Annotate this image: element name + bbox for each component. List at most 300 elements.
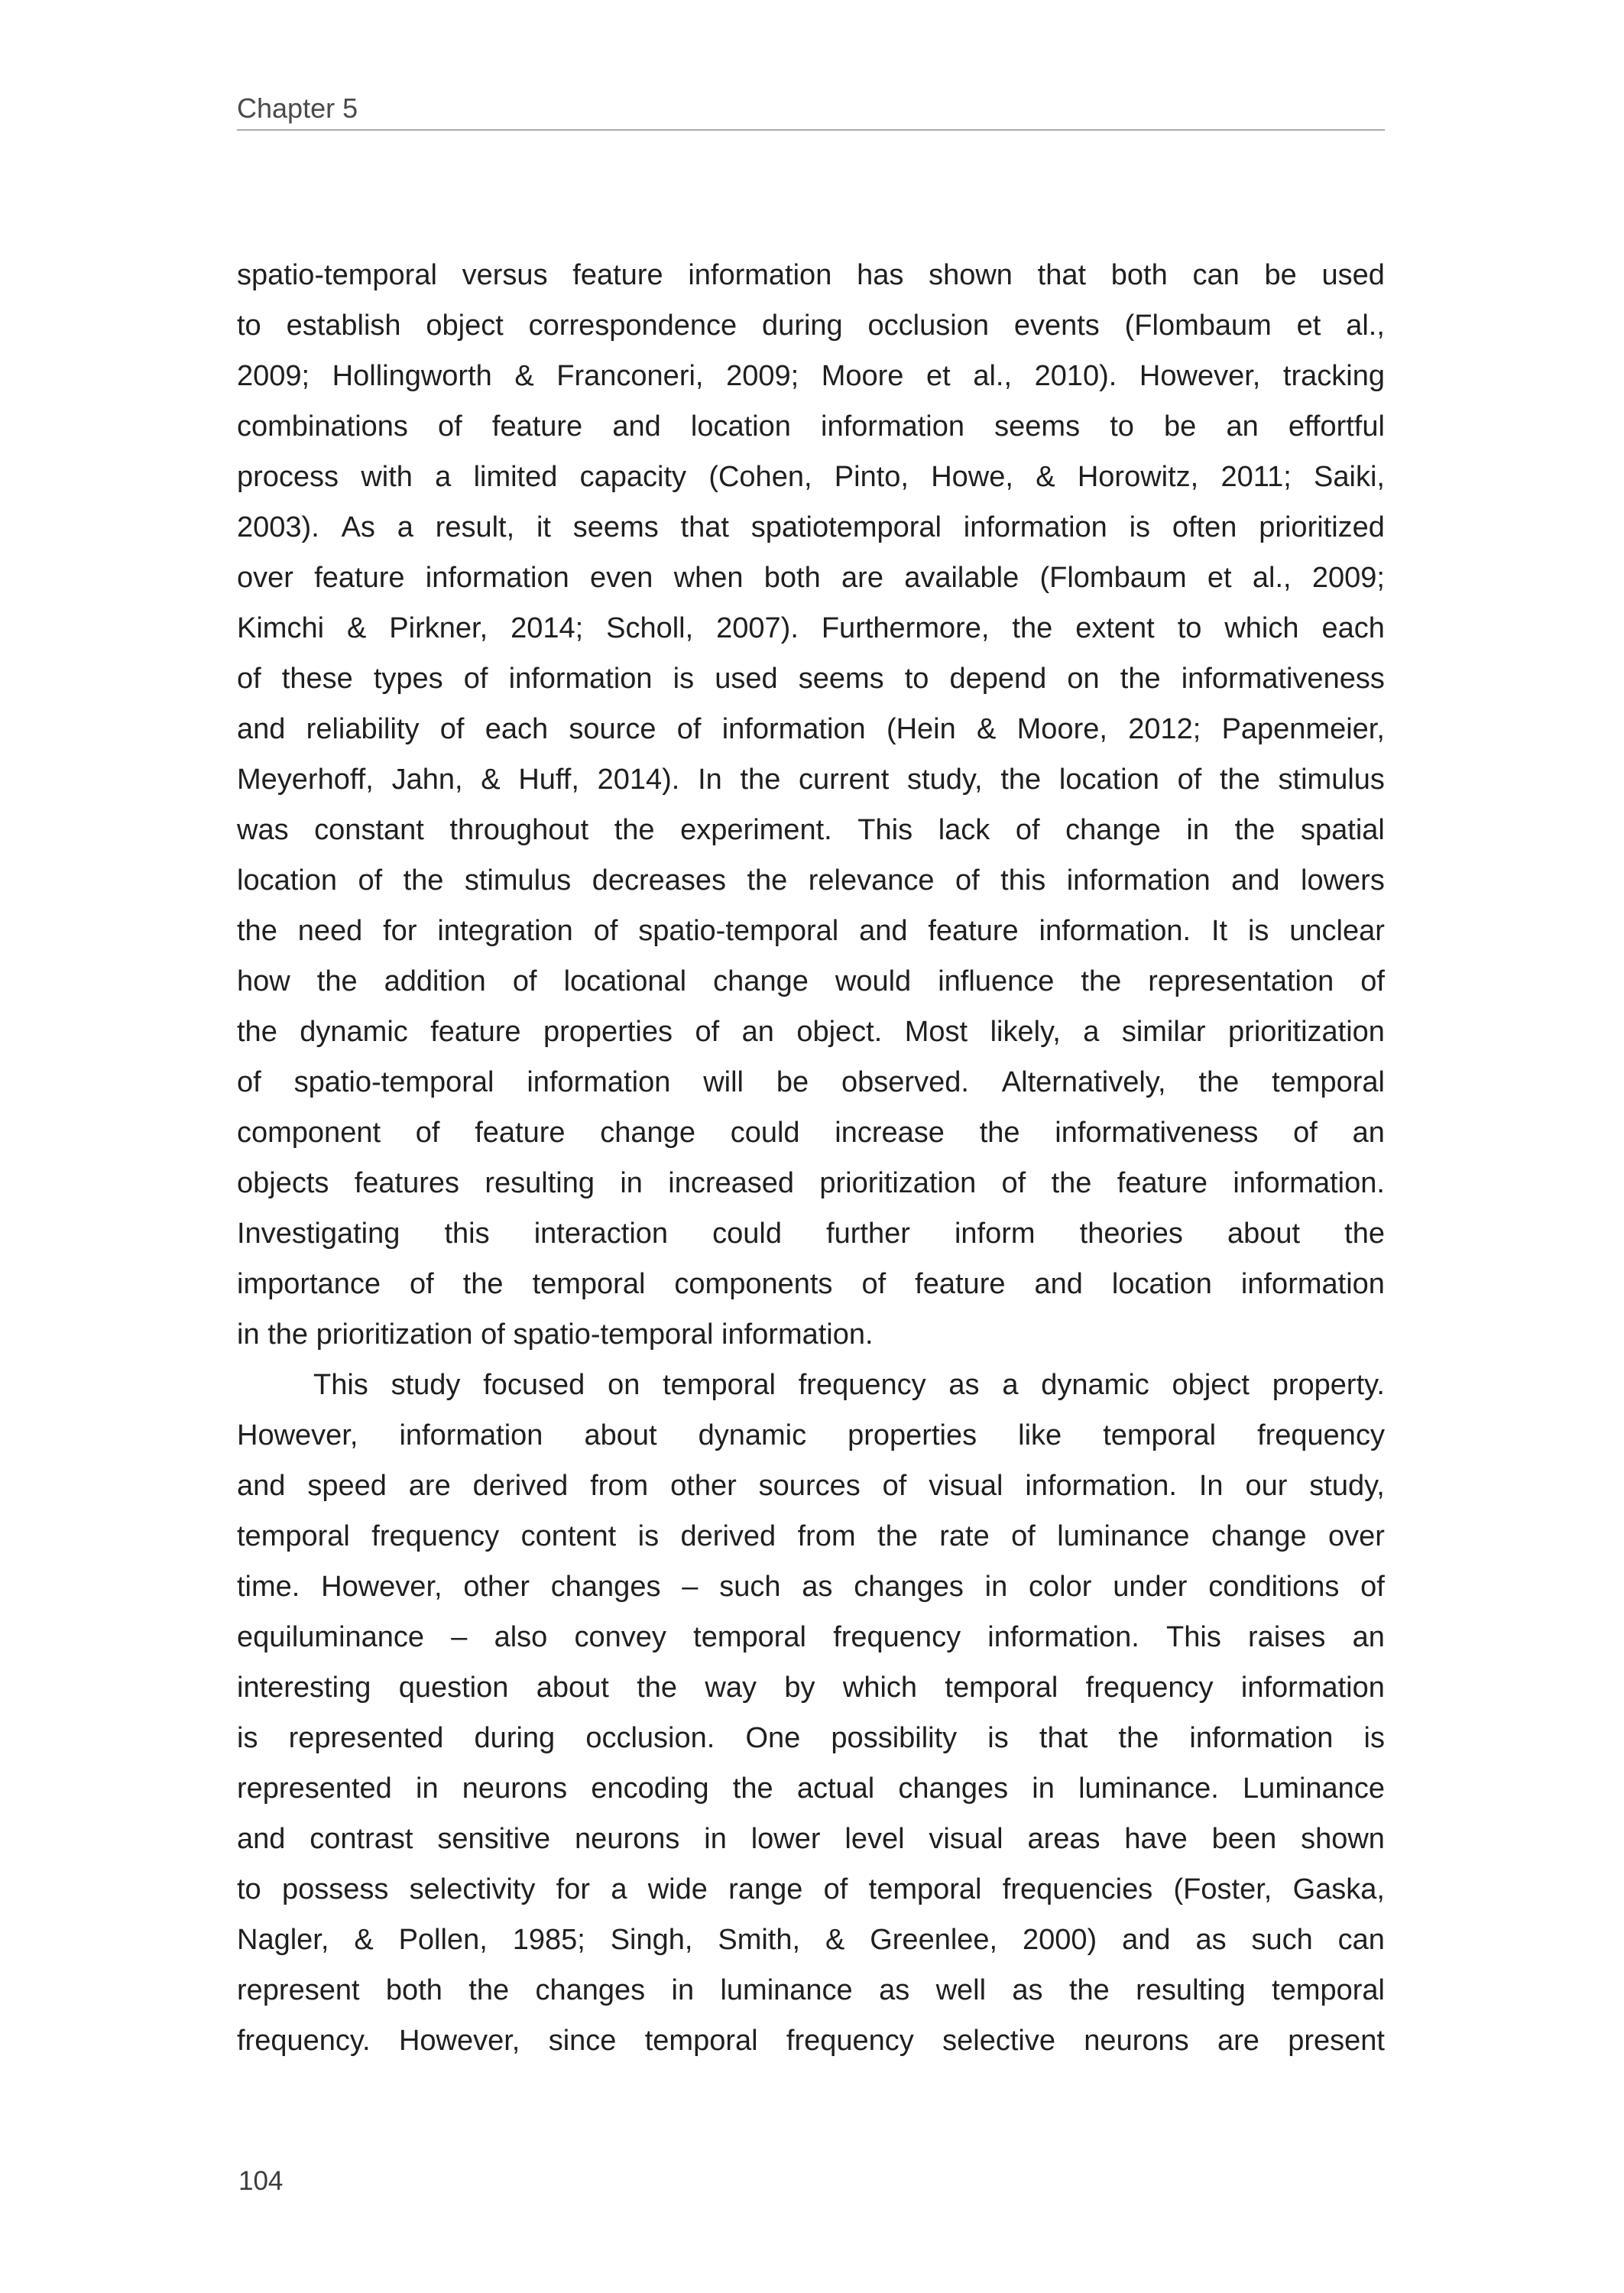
- word: could: [712, 1218, 782, 1250]
- word: properties: [543, 1016, 673, 1048]
- word: relevance: [808, 864, 935, 897]
- word: over: [237, 562, 293, 594]
- word: the: [1051, 1167, 1092, 1199]
- word: temporal: [532, 1268, 646, 1300]
- word: 2012;: [1128, 713, 1201, 745]
- word: This: [313, 1369, 368, 1401]
- word: 2009;: [237, 360, 310, 392]
- word: However,: [398, 2025, 520, 2057]
- word: an: [741, 1016, 774, 1048]
- word: is: [237, 1722, 258, 1754]
- word: occlusion.: [585, 1722, 715, 1754]
- word: frequency: [833, 1621, 961, 1653]
- word: (Flombaum: [1124, 310, 1272, 342]
- word: is: [1129, 511, 1151, 543]
- word: study,: [1309, 1470, 1385, 1502]
- word: &: [346, 612, 367, 644]
- word: as: [802, 1571, 833, 1603]
- word: be: [776, 1066, 809, 1098]
- word: luminance: [720, 1974, 853, 2006]
- word: to: [237, 310, 261, 342]
- word: properties: [848, 1419, 977, 1451]
- word: on: [608, 1369, 640, 1401]
- word: of: [1360, 1571, 1385, 1603]
- word: the: [877, 1520, 918, 1552]
- word: Smith,: [718, 1924, 801, 1956]
- word: as: [1012, 1974, 1043, 2006]
- word: 2011;: [1220, 461, 1292, 493]
- word: et: [1207, 562, 1232, 594]
- word: and: [1231, 864, 1280, 897]
- word: feature: [928, 915, 1019, 947]
- word: also: [494, 1621, 548, 1653]
- word: lowers: [1301, 864, 1385, 897]
- word: resulting: [485, 1167, 595, 1199]
- word: combinations: [237, 410, 408, 443]
- word: Alternatively,: [1001, 1066, 1166, 1098]
- word: occlusion: [867, 310, 989, 342]
- word: Papenmeier,: [1221, 713, 1385, 745]
- text-line: [237, 1208, 1385, 1259]
- word: the: [1234, 814, 1276, 846]
- word: addition: [384, 965, 486, 997]
- word: components: [674, 1268, 833, 1300]
- word: available: [904, 562, 1019, 594]
- word: information: [508, 663, 653, 695]
- word: change: [1065, 814, 1161, 846]
- word: these: [281, 663, 353, 695]
- word: both: [1110, 259, 1168, 291]
- word: will: [703, 1066, 744, 1098]
- word: interesting: [237, 1672, 371, 1704]
- word: the: [1198, 1066, 1240, 1098]
- word: wide: [647, 1873, 708, 1905]
- word: which: [1224, 612, 1299, 644]
- word: the: [237, 915, 277, 947]
- word: of: [1177, 764, 1202, 796]
- word: &: [481, 764, 501, 796]
- text-line: [237, 855, 1385, 906]
- word: Kimchi: [237, 612, 325, 644]
- word: of: [512, 965, 537, 997]
- word: object: [1172, 1369, 1250, 1401]
- word: an: [1226, 410, 1259, 443]
- body-text: [237, 250, 1385, 2066]
- word: Gaska,: [1292, 1873, 1385, 1905]
- word: information.: [987, 1621, 1139, 1653]
- word: which: [842, 1672, 918, 1704]
- word: even: [590, 562, 653, 594]
- word: Pirkner,: [389, 612, 488, 644]
- word: One: [745, 1722, 801, 1754]
- word: rate: [939, 1520, 990, 1552]
- word: other: [463, 1571, 530, 1603]
- word: temporal: [663, 1369, 776, 1401]
- word: information: [1189, 1722, 1334, 1754]
- word: 2009;: [1311, 562, 1385, 594]
- word: dynamic: [698, 1419, 807, 1451]
- word: neurons: [575, 1823, 680, 1855]
- word: 2014;: [511, 612, 584, 644]
- word: raises: [1248, 1621, 1326, 1653]
- word: Meyerhoff,: [237, 764, 374, 796]
- word: are: [841, 562, 883, 594]
- word: an: [1352, 1117, 1385, 1149]
- word: 2007).: [716, 612, 799, 644]
- word: 2014).: [597, 764, 680, 796]
- word: of: [1015, 814, 1040, 846]
- word: al.,: [973, 360, 1013, 392]
- word: Pollen,: [398, 1924, 488, 1956]
- text-line: [237, 502, 1385, 553]
- word: often: [1172, 511, 1237, 543]
- word: However,: [237, 1419, 358, 1451]
- word: Nagler,: [237, 1924, 329, 1956]
- word: information: [1240, 1268, 1385, 1300]
- word: versus: [462, 259, 548, 291]
- word: change: [600, 1117, 695, 1149]
- word: inform: [954, 1218, 1036, 1250]
- word: during: [762, 310, 843, 342]
- text-line: [237, 452, 1385, 502]
- word: represented: [237, 1772, 392, 1805]
- word: sources: [758, 1470, 861, 1502]
- word: source: [569, 713, 656, 745]
- word: unclear: [1289, 915, 1385, 947]
- word: lack: [938, 814, 990, 846]
- word: to: [1177, 612, 1202, 644]
- word: Horowitz,: [1077, 461, 1199, 493]
- word: the: [747, 864, 788, 897]
- word: (Cohen,: [708, 461, 812, 493]
- word: be: [1264, 259, 1297, 291]
- word: about: [584, 1419, 657, 1451]
- word: 1985;: [512, 1924, 585, 1956]
- word: in: [1032, 1772, 1055, 1805]
- word: This: [857, 814, 913, 846]
- word: Moore,: [1016, 713, 1107, 745]
- word: of: [882, 1470, 907, 1502]
- word: al.,: [1346, 310, 1385, 342]
- word: location: [690, 410, 791, 443]
- word: spatial: [1301, 814, 1385, 846]
- running-header: Chapter 5: [237, 92, 358, 124]
- word: temporal: [644, 2025, 758, 2057]
- text-line: [237, 704, 1385, 754]
- word: to: [237, 1873, 261, 1905]
- text-line: [237, 1763, 1385, 1814]
- word: a: [397, 511, 413, 543]
- word: in: [1186, 814, 1209, 846]
- word: frequency: [1085, 1672, 1214, 1704]
- text-line: [237, 1612, 1385, 1662]
- word: are: [408, 1470, 451, 1502]
- word: both: [763, 562, 821, 594]
- word: Huff,: [518, 764, 579, 796]
- word: could: [730, 1117, 800, 1149]
- word: of: [1293, 1117, 1318, 1149]
- word: lower: [750, 1823, 821, 1855]
- word: of: [463, 663, 488, 695]
- word: this: [444, 1218, 490, 1250]
- word: &: [825, 1924, 845, 1956]
- word: luminance: [1057, 1520, 1190, 1552]
- text-line: [237, 250, 1385, 300]
- word: in: [237, 1318, 260, 1351]
- word: derived: [680, 1520, 776, 1552]
- word: represented: [288, 1722, 444, 1754]
- word: Franconeri,: [556, 360, 704, 392]
- word: In: [698, 764, 722, 796]
- word: been: [1211, 1823, 1277, 1855]
- word: to: [904, 663, 929, 695]
- word: increased: [668, 1167, 795, 1199]
- word: likely,: [990, 1016, 1061, 1048]
- word: a: [1083, 1016, 1100, 1048]
- text-line: [237, 300, 1385, 351]
- word: study: [391, 1369, 461, 1401]
- word: need: [297, 915, 363, 947]
- word: Howe,: [931, 461, 1013, 493]
- word: the: [1220, 764, 1260, 796]
- text-line: [237, 1965, 1385, 2016]
- word: changes: [854, 1571, 964, 1603]
- word: areas: [1027, 1823, 1100, 1855]
- text-line: [237, 1662, 1385, 1713]
- word: integration: [437, 915, 573, 947]
- word: shown: [1301, 1823, 1385, 1855]
- text-line: [237, 805, 1385, 855]
- word: possess: [281, 1873, 389, 1905]
- word: have: [1124, 1823, 1188, 1855]
- word: of: [823, 1873, 848, 1905]
- word: location: [237, 864, 337, 897]
- word: has: [857, 259, 904, 291]
- word: information: [425, 562, 569, 594]
- word: change: [1211, 1520, 1307, 1552]
- word: frequency.: [237, 2025, 371, 2057]
- word: the: [462, 1268, 504, 1300]
- word: It: [1211, 915, 1228, 947]
- word: influence: [938, 965, 1055, 997]
- word: how: [237, 965, 290, 997]
- word: types: [373, 663, 443, 695]
- word: from: [797, 1520, 856, 1552]
- word: (Foster,: [1173, 1873, 1272, 1905]
- word: spatio-temporal: [237, 259, 437, 291]
- word: of: [415, 1117, 440, 1149]
- word: for: [383, 915, 417, 947]
- word: in: [704, 1823, 727, 1855]
- word: as: [948, 1369, 980, 1401]
- word: object.: [796, 1016, 883, 1048]
- paragraph: [237, 1360, 1385, 2066]
- word: sensitive: [437, 1823, 551, 1855]
- word: color: [1029, 1571, 1092, 1603]
- word: frequency: [786, 2025, 914, 2057]
- word: information: [721, 713, 866, 745]
- word: of: [481, 1318, 505, 1351]
- word: the: [267, 1318, 309, 1351]
- word: range: [728, 1873, 803, 1905]
- word: further: [826, 1218, 910, 1250]
- word: effortful: [1288, 410, 1385, 443]
- word: content: [520, 1520, 617, 1552]
- word: result,: [435, 511, 515, 543]
- word: information.: [721, 1318, 874, 1351]
- word: Greenlee,: [870, 1924, 998, 1956]
- word: objects: [237, 1167, 329, 1199]
- word: increase: [835, 1117, 945, 1149]
- word: feature: [475, 1117, 566, 1149]
- word: However,: [1139, 360, 1261, 392]
- text-line: [237, 1158, 1385, 1208]
- word: such: [1251, 1924, 1313, 1956]
- word: is: [987, 1722, 1009, 1754]
- text-line: [237, 401, 1385, 452]
- word: 2009;: [726, 360, 799, 392]
- word: In: [1198, 1470, 1224, 1502]
- word: be: [1164, 410, 1197, 443]
- word: encoding: [591, 1772, 709, 1805]
- word: spatio-temporal: [638, 915, 839, 947]
- word: can: [1337, 1924, 1385, 1956]
- word: neurons: [1084, 2025, 1189, 2057]
- word: changes: [550, 1571, 661, 1603]
- word: seems: [798, 663, 884, 695]
- header-rule-divider: [237, 129, 1385, 131]
- word: as: [1195, 1924, 1227, 1956]
- word: the: [403, 864, 444, 897]
- word: As: [341, 511, 375, 543]
- word: feature: [491, 410, 583, 443]
- text-line: [237, 1309, 1385, 1360]
- word: temporal: [868, 1873, 982, 1905]
- word: events: [1013, 310, 1100, 342]
- word: would: [835, 965, 912, 997]
- text-line: [237, 1461, 1385, 1511]
- word: capacity: [579, 461, 687, 493]
- text-line: [237, 654, 1385, 704]
- word: the: [1012, 612, 1053, 644]
- word: informativeness: [1055, 1117, 1259, 1149]
- word: and: [859, 915, 908, 947]
- paragraph: [237, 250, 1385, 1360]
- word: information: [1240, 1672, 1385, 1704]
- word: Moore: [821, 360, 904, 392]
- word: in: [416, 1772, 439, 1805]
- word: Pinto,: [834, 461, 909, 493]
- word: is: [637, 1520, 660, 1552]
- word: shown: [929, 259, 1013, 291]
- word: well: [935, 1974, 987, 2006]
- word: spatio-temporal: [513, 1318, 714, 1351]
- word: feature: [572, 259, 663, 291]
- text-line: [237, 1007, 1385, 1057]
- word: frequencies: [1002, 1873, 1153, 1905]
- word: over: [1328, 1520, 1385, 1552]
- word: a: [1002, 1369, 1019, 1401]
- word: the: [468, 1974, 510, 2006]
- word: and: [1034, 1268, 1083, 1300]
- word: as: [879, 1974, 910, 2006]
- word: represent: [237, 1974, 360, 2006]
- word: importance: [237, 1268, 381, 1300]
- word: time.: [237, 1571, 300, 1603]
- word: temporal: [1272, 1066, 1385, 1098]
- word: &: [1036, 461, 1055, 493]
- word: –: [451, 1621, 468, 1653]
- word: Hollingworth: [332, 360, 492, 392]
- word: neurons: [462, 1772, 568, 1805]
- word: However,: [321, 1571, 442, 1603]
- word: since: [548, 2025, 617, 2057]
- word: each: [485, 713, 549, 745]
- word: representation: [1148, 965, 1334, 997]
- word: of: [438, 410, 462, 443]
- text-line: [237, 1864, 1385, 1915]
- word: way: [705, 1672, 757, 1704]
- word: when: [673, 562, 744, 594]
- word: like: [1018, 1419, 1062, 1451]
- word: under: [1113, 1571, 1188, 1603]
- text-line: [237, 1562, 1385, 1612]
- word: about: [1227, 1218, 1301, 1250]
- word: dynamic: [1041, 1369, 1149, 1401]
- word: object: [426, 310, 504, 342]
- word: selective: [942, 2025, 1055, 2057]
- word: information.: [1039, 915, 1191, 947]
- word: that: [680, 511, 729, 543]
- word: Jahn,: [391, 764, 463, 796]
- word: (Hein: [886, 713, 956, 745]
- word: changes: [898, 1772, 1009, 1805]
- text-line: [237, 754, 1385, 805]
- word: &: [977, 713, 997, 745]
- word: informativeness: [1181, 663, 1385, 695]
- word: selectivity: [409, 1873, 536, 1905]
- word: spatiotemporal: [750, 511, 942, 543]
- word: was: [237, 814, 289, 846]
- word: present: [1288, 2025, 1385, 2057]
- word: of: [358, 864, 383, 897]
- word: possibility: [831, 1722, 958, 1754]
- word: used: [1321, 259, 1385, 291]
- word: frequency: [1257, 1419, 1385, 1451]
- word: temporal: [1103, 1419, 1217, 1451]
- word: and: [237, 1823, 286, 1855]
- word: focused: [483, 1369, 585, 1401]
- word: a: [611, 1873, 627, 1905]
- text-line: [237, 553, 1385, 603]
- word: 2003).: [237, 511, 319, 543]
- word: our: [1245, 1470, 1288, 1502]
- word: constant: [314, 814, 424, 846]
- word: the: [979, 1117, 1020, 1149]
- word: of: [1001, 1167, 1026, 1199]
- text-line: [237, 2016, 1385, 2066]
- word: study,: [907, 764, 983, 796]
- word: component: [237, 1117, 381, 1149]
- word: experiment.: [680, 814, 832, 846]
- word: &: [514, 360, 534, 392]
- word: changes: [535, 1974, 646, 2006]
- word: the: [1000, 764, 1042, 796]
- word: prioritization: [819, 1167, 977, 1199]
- text-line: [237, 1713, 1385, 1763]
- word: information: [688, 259, 832, 291]
- word: al.,: [1252, 562, 1292, 594]
